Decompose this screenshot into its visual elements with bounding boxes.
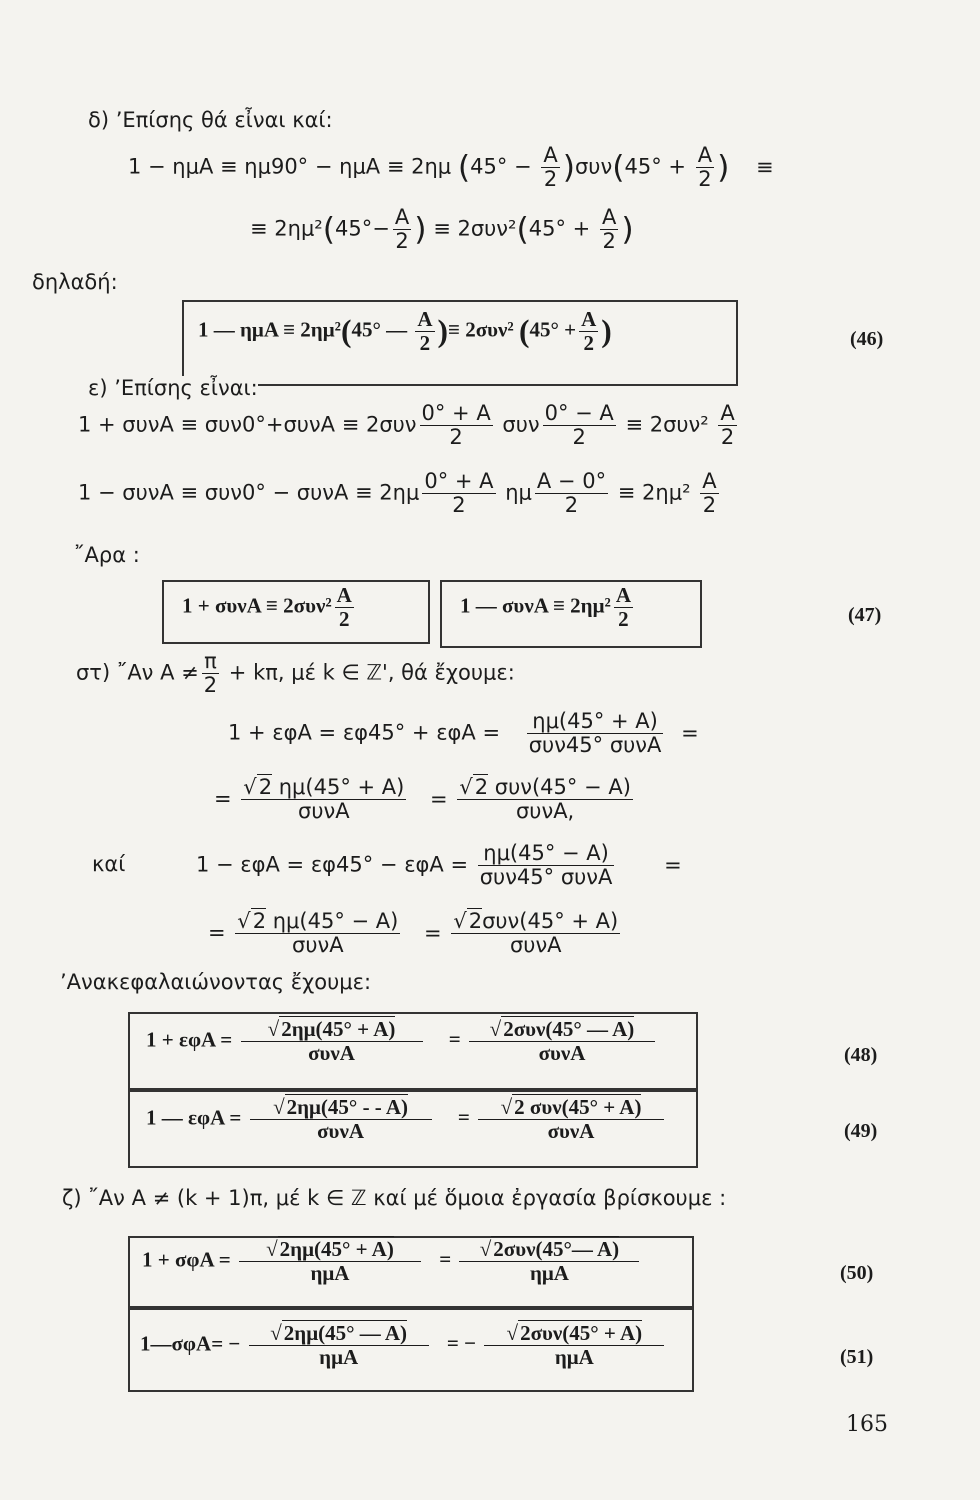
st-line-1: 1 + εφΑ = εφ45° + εφΑ = $\frac{\eta\mu(45^\circ + A)}{\text{συν45° συνΑ}}$ = xyxy=(228,709,699,758)
eq48: 1 + εφΑ = $\frac{√2\eta\mu(45^\circ + A)}{\text{συνΑ}}$ = $\frac{\text{√2συν(45° — Α)}}{\text{συνΑ}}$ xyxy=(146,1018,658,1065)
eq51-tag: (51) xyxy=(840,1346,874,1368)
st-line-3: 1 − εφΑ = εφ45° − εφΑ = $\frac{\eta\mu(45^\circ - A)}{\text{συν45° συνΑ}}$ = xyxy=(196,841,682,890)
epsilon-line-1: 1 + συνΑ ≡ συν0°+συνΑ ≡ 2συν $\frac{0^\circ + A}{2}$ συν $\frac{0^\circ - A}{2}$ ≡ 2συν² $\frac{A}{2}$ xyxy=(78,401,735,450)
eq48-tag: (48) xyxy=(844,1044,878,1066)
eq51: 1—σφΑ= − $\frac{√2\eta\mu(45^\circ — A)}{\text{ημΑ}}$ = − $\frac{\text{√2συν(45° + Α)}}{\text{ημΑ}}$ xyxy=(140,1322,667,1369)
epsilon-line-2: 1 − συνΑ ≡ συν0° − συνΑ ≡ 2ημ $\frac{0^\circ + A}{2}$ ημ $\frac{A - 0^\circ}{2}$ ≡ 2ημ² $\frac{A}{2}$ xyxy=(78,469,717,518)
eq49-tag: (49) xyxy=(844,1120,878,1142)
epsilon-heading: ε) ’Επίσης εἶναι: xyxy=(88,376,258,400)
kai-label: καί xyxy=(92,852,126,876)
delta-line-2: ≡ 2ημ²(45°− $\frac{A}{2}$ ) ≡ 2συν²(45° + $\frac{A}{2}$ ) xyxy=(250,205,634,254)
eq46-tag: (46) xyxy=(850,328,884,350)
ara-label: ῎Αρα : xyxy=(74,543,140,567)
eq50: 1 + σφΑ = $\frac{√2\eta\mu(45^\circ + A)}{\text{ημΑ}}$ = $\frac{\text{√2συν(45°— Α)}}{\text{ημΑ}}$ xyxy=(142,1238,642,1285)
delta-heading: δ) ’Επίσης θά εἶναι καί: xyxy=(88,108,333,132)
eq49: 1 — εφΑ = $\frac{√2\eta\mu(45^\circ - - A)}{\text{συνΑ}}$ = $\frac{\text{√2 συν(45° + Α)}}{\text{συνΑ}}$ xyxy=(146,1096,667,1143)
eq47-left: 1 + συνΑ ≡ 2συν² $\frac{A}{2}$ xyxy=(182,583,352,632)
st-heading: στ) ῎Αν Α ≠ $\frac{\pi}{2}$ + kπ, μέ k ∈ ℤ', θά ἔχουμε: xyxy=(76,649,515,698)
zeta-heading: ζ) ῎Αν Α ≠ (k + 1)π, μέ k ∈ ℤ καί μέ ὅμοια ἐργασία βρίσκουμε : xyxy=(62,1186,727,1210)
eq46: 1 — ημΑ ≡ 2ημ²(45° — $\frac{A}{2}$ )≡ 2συν² (45° + $\frac{A}{2}$ ) xyxy=(198,307,612,356)
eq47-right: 1 — συνΑ ≡ 2ημ² $\frac{A}{2}$ xyxy=(460,583,631,632)
eq50-tag: (50) xyxy=(840,1262,874,1284)
page-number: 165 xyxy=(846,1412,888,1437)
recap-label: ’Ανακεφαλαιώνοντας ἔχουμε: xyxy=(60,970,372,994)
delta-line-1: 1 − ημΑ ≡ ημ90° − ημΑ ≡ 2ημ (45° − $\frac{A}{2}$ )συν(45° + $\frac{A}{2}$ ) ≡ xyxy=(128,143,774,192)
delta-line-1-lhs: 1 − ημΑ ≡ ημ90° − ημΑ ≡ 2ημ xyxy=(128,154,452,179)
st-line-4: = $\frac{√2 \eta\mu(45^\circ - A)}{\text{συνΑ}}$ = $\frac{\text{√2συν(45° + Α)}}{\text{συνΑ}}$ xyxy=(208,909,619,958)
eq47-tag: (47) xyxy=(848,604,882,626)
dilada-label: δηλαδή: xyxy=(32,270,118,294)
st-line-2: = $\frac{√2 \eta\mu(45^\circ + A)}{\text{συνΑ}}$ = $\frac{\text{√2 συν(45° − Α)}}{\text{συνΑ,}}$ xyxy=(214,775,631,824)
